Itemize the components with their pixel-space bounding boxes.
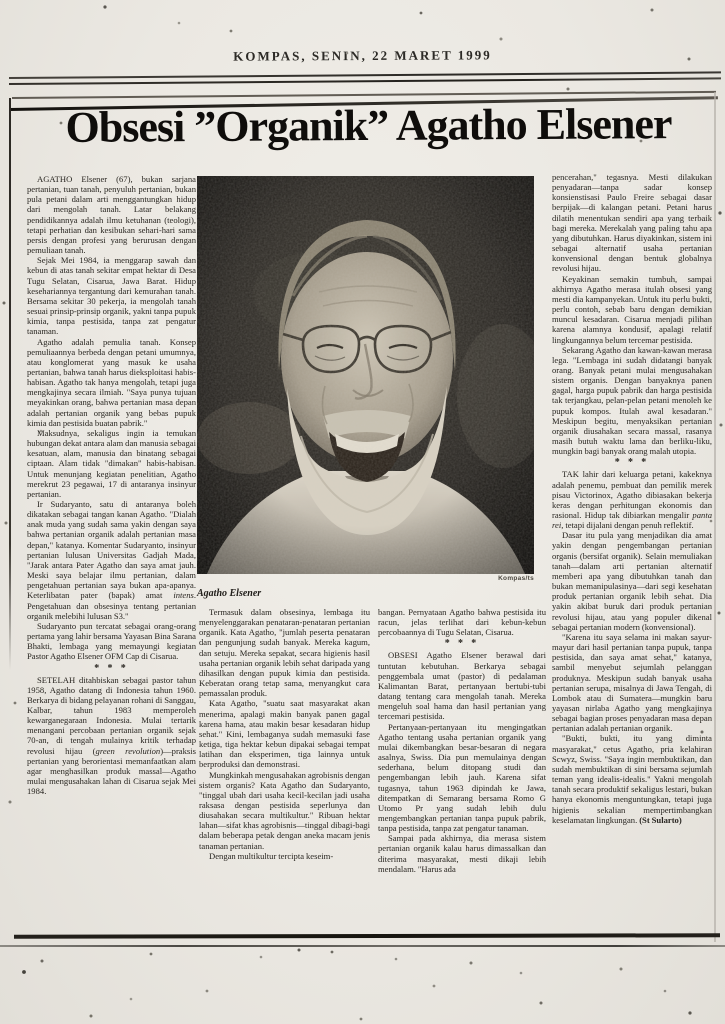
photo-credit: Kompas/ts xyxy=(498,575,534,582)
article-paragraph: bangan. Pernyataan Agatho bahwa pestisida itu racun, jelas terlihat dari kebun-kebun percobaannya di Tugu Selatan, Cisarua. xyxy=(378,607,546,638)
article-paragraph: "Bukti, bukti, itu yang diminta masyarakat," cetus Agatho, pria kelahiran Scwyz, Swiss. "Saya ingin membuktikan, dan sudah membuktikan di sini bersama sejumlah teman yang idealis-idealis." Yakni mengolah tanah secara produktif sekaligus lestari, bukan hanya ekonomis menguntungkan, tetapi juga higienis sekalian mempertimbangkan keselamatan lingkungan. (St Sularto) xyxy=(552,733,712,825)
article-paragraph: Sejak Mei 1984, ia menggarap sawah dan kebun di atas tanah sekitar empat hektar di Desa Tugu Selatan, Cisarua, Jawa Barat. Hidup kesehariannya tergantung dari kemurahan tanah. Bersama sekitar 30 pekerja, ia mengolah tanah sesuai prinsip-prinsip organik, yakni tanpa pupuk kimia, tanpa pestisida, tanpa zat pengatur tanaman. xyxy=(27,255,196,337)
article-paragraph: OBSESI Agatho Elsener berawal dari tuntutan kebutuhan. Berkarya sebagai penggembala umat (pastor) di pedalaman Kalimantan Barat, pertanyaan bertubi-tubi datang tentang cara mengolah tanah. Mereka mengeluh soal hama dan hasil pertanian yang tercemari pestisida. xyxy=(378,650,546,722)
article-paragraph: AGATHO Elsener (67), bukan sarjana pertanian, tuan tanah, penyuluh pertanian, bukan pula petani dalam arti menggantungkan hidup dari mengolah tanah. Latar belakang pendidikannya adalah ilmu ketuhanan (teologi), tetapi perhatian dan kesibukan sehari-hari sama persis dengan profesi yang berurusan dengan pemuliaan tanah. xyxy=(27,174,196,256)
article-paragraph: Agatho adalah pemulia tanah. Konsep pemuliaannya berbeda dengan petani umumnya, atau konglomerat yang masuk ke usaha pertanian, bahwa tanah harus dieksploitasi habis-habisan. Agatho tak hanya mengolah, tetapi juga mengkajinya secara ilmiah. "Saya punya tujuan meyakinkan orang, bahwa pertanian masa depan adalah pertanian organik yang bebas pupuk kimia dan pestisida buatan pabrik." xyxy=(27,336,196,428)
article-paragraph: Mungkinkah mengusahakan agrobisnis dengan sistem organis? Kata Agatho dan Sudaryanto, "tinggal ubah dari usaha kecil-kecilan jadi usaha raksasa dengan pestisida seperlunya dan diusahakan secara multikultur." Ribuan hektar lahan—sifat khas agrobisnis—tinggal dibagi-bagi dalam beberapa petak dengan aneka macam jenis tanaman pertanian. xyxy=(199,769,370,851)
article-paragraph: pencerahan," tegasnya. Mesti dilakukan penyadaran—tanpa sadar konsep konsienstisasi Paulo Freire sebagai dasar berpijak—di kalangan petani. Petani harus dilatih menentukan sendiri apa yang terbaik bagi mereka. Merekalah yang paling tahu apa yang dibutuhkan. Harus diyakinkan, sistem ini sebagai alternatif usaha pertanian konvensional dengan bentuk globalnya revolusi hijau. xyxy=(552,172,712,274)
article-box-border-left xyxy=(9,98,11,670)
portrait-photo xyxy=(197,176,534,574)
article-paragraph: Dengan multikultur tercipta keseim- xyxy=(209,850,334,861)
section-separator: * * * xyxy=(94,662,129,674)
article-paragraph: Sekarang Agatho dan kawan-kawan merasa lega. "Lembaga ini sudah didatangi banyak orang. Banyak petani mulai mengusahakan sistem organis. Dengan banyaknya panen gagal, harga pupuk pabrik dan harga pestisida tak terjangkau, pelan-pelan petani menoleh ke pupuk kompos. Itulah awal kesadaran." Meskipun begitu, menyaksikan pertanian organik diusahakan secara massal, rasanya masih butuh waktu lama dan berliku-liku, mungkin bagi banyak orang malah utopia. xyxy=(552,344,712,457)
article-box-border-right xyxy=(714,92,716,942)
article-paragraph: Ir Sudaryanto, satu di antaranya boleh dikatakan sebagai tangan kanan Agatho. "Dialah anak muda yang sudah sama yakin dengan saya bahwa pertanian organik adalah pertanian masa depan," katanya. Komentar Sudaryanto, insinyur pertanian lulusan Universitas Gadjah Mada, "Jarak antara Pater Agatho dan saya amat jauh. Meski saya belajar ilmu pertanian, dalam pengetahuan pertanian saya bukan apa-apanya. Keterlibatan pater (bapak) amat intens. Pengetahuan dan obsesinya tentang pertanian organik melebihi lulusan S3." xyxy=(27,499,196,621)
article-paragraph: Sampai pada akhirnya, dia merasa sistem pertanian organik kalau harus dimassalkan dan diterima masyarakat, mesti dikaji lebih mendalam. "Harus ada xyxy=(378,833,546,874)
photo-caption: Agatho Elsener xyxy=(197,588,262,599)
scan-noise xyxy=(0,0,2,2)
article-paragraph: Dasar itu pula yang menjadikan dia amat yakin dengan pengembangan pertanian organis (bersifat organik). Selain memuliakan tanah—dalam arti pertanian alternatif memberi apa yang dibutuhkan tanah dan bukan memanipulasinya—dari segi kesehatan produk pertanian organik lebih sehat. Dia yakin akibat buruk dari produk pertanian revolusi hijau, atau yang populer dikenal sebagai pertanian modern (konvensional). xyxy=(552,530,712,632)
article-paragraph: SETELAH ditahbiskan sebagai pastor tahun 1958, Agatho datang di Indonesia tahun 1960. Berkarya di bidang pelayanan rohani di Sanggau, Kalbar, tahun 1983 memperoleh kewarganegaraan Indonesia. Mulai tertarik menangani percobaan pertanian organik sejak 70-an, di tengah mulainya kritik terhadap revolusi hijau (green revolution)—praksis pertanian yang berorientasi memanfaatkan alam agar menghasilkan produk massal—Agatho mulai mengusahakan lahan di Cisarua sejak Mei 1984. xyxy=(27,674,196,797)
masthead-rule-bottom xyxy=(9,77,721,85)
article-paragraph: Termasuk dalam obsesinya, lembaga itu menyelenggarakan penataran-penataran pertanian organik. Kata Agatho, "jumlah peserta penataran dan pengunjung sudah banyak. Mereka kagum, dan setuju. Mereka sepakat, secara higienis hasil usaha pertanian organik lebih sehat daripada yang dihasilkan dengan pupuk kimia dan pestisida. Keberatan orang tetap sama, menyangkut cara pemassalan produk. xyxy=(199,607,370,699)
section-separator: * * * xyxy=(614,457,650,469)
article-paragraph: TAK lahir dari keluarga petani, kakeknya adalah penemu, pembuat dan pemilik merek pisau Victorinox, Agatho dibiasakan bekerja keras dengan perhitungan ekonomis dan rasional. Hidup tak dibiarkan mengalir panta rei, tetapi dijalani dengan penuh reflektif. xyxy=(552,469,712,531)
masthead-dateline: KOMPAS, SENIN, 22 MARET 1999 xyxy=(233,47,492,64)
article-paragraph: Keyakinan semakin tumbuh, sampai akhirnya Agatho merasa itulah obsesi yang mesti dia kampanyekan. Untuk itu perlu bukti, perlu contoh, sebab baru dengan demikian muncul kesadaran. Cisarua menjadi pilihan karena alamnya kondusif, apalagi relatif lingkungannya belum tercemar pestisida. xyxy=(552,273,712,345)
article-column-4 xyxy=(552,172,712,938)
article-column-3 xyxy=(378,607,546,937)
article-column-2 xyxy=(199,607,370,937)
article-paragraph: Kata Agatho, "suatu saat masyarakat akan menerima, apalagi makin banyak panen gagal karena hama, atau makin besar kesadaran hidup sehat." Kini, lembaganya sudah memasuki fase ketiga, tiga hektar kebun dipakai sebagai tempat latihan dan eksperimen, tiga lainnya untuk berproduksi dan demonstrasi. xyxy=(199,698,370,770)
article-paragraph: Maksudnya, sekaligus ingin ia temukan hubungan dekat antara alam dan manusia sebagai kesatuan, alam, manusia dan binatang sebagai ciptaan. Alam tidak "dimakan" habis-habisan. Untuk menunjang kegiatan penelitian, Agatho merekrut 23 pegawai, 17 di antaranya insinyur pertanian. xyxy=(27,427,196,499)
article-paragraph: Pertanyaan-pertanyaan itu mengingatkan Agatho tentang usaha pertanian organik yang mulai dikembangkan besar-besaran di negara asalnya, Swiss. Dia pun memulainya dengan sederhana, belum ditopang studi dan pengembangan lebih jauh. Karena sifat tugasnya, tahun 1963 dipindah ke Jawa, ditempatkan di Semarang bersama Romo G Utomo Pr yang sudah lebih dulu mengembangkan pertanian tanpa pupuk pabrik, tanpa pestisida, tanpa zat pengatur tanaman. xyxy=(378,721,546,834)
article-paragraph: "Karena itu saya selama ini makan sayur-mayur dari hasil pertanian tanpa pupuk, tanpa pestisida, dan saya amat sehat," katanya, sambil menyebut sejumlah pelanggan produknya. Meskipun sudah banyak usaha pertanian serupa, misalnya di Jawa Tengah, di Lombok atau di Sumatera—mungkin baru yayasan nirlaba Agatho yang mengkajinya sebagai bagian proses penyadaran masa depan pertanian adalah pertanian organik. xyxy=(552,631,712,734)
article-headline: Obsesi ”Organik” Agatho Elsener xyxy=(65,99,672,152)
section-separator: * * * xyxy=(444,638,480,650)
portrait-figure xyxy=(197,176,534,599)
article-paragraph: Sudaryanto pun tercatat sebagai orang-orang pertama yang lahir bersama Yayasan Bina Sarana Bhakti, lembaga yang memayungi kegiatan Pastor Agatho Elsener OFM Cap di Cisarua. xyxy=(27,620,196,662)
article-column-1 xyxy=(27,174,196,934)
article-box-border-bottom-outer xyxy=(0,945,725,947)
